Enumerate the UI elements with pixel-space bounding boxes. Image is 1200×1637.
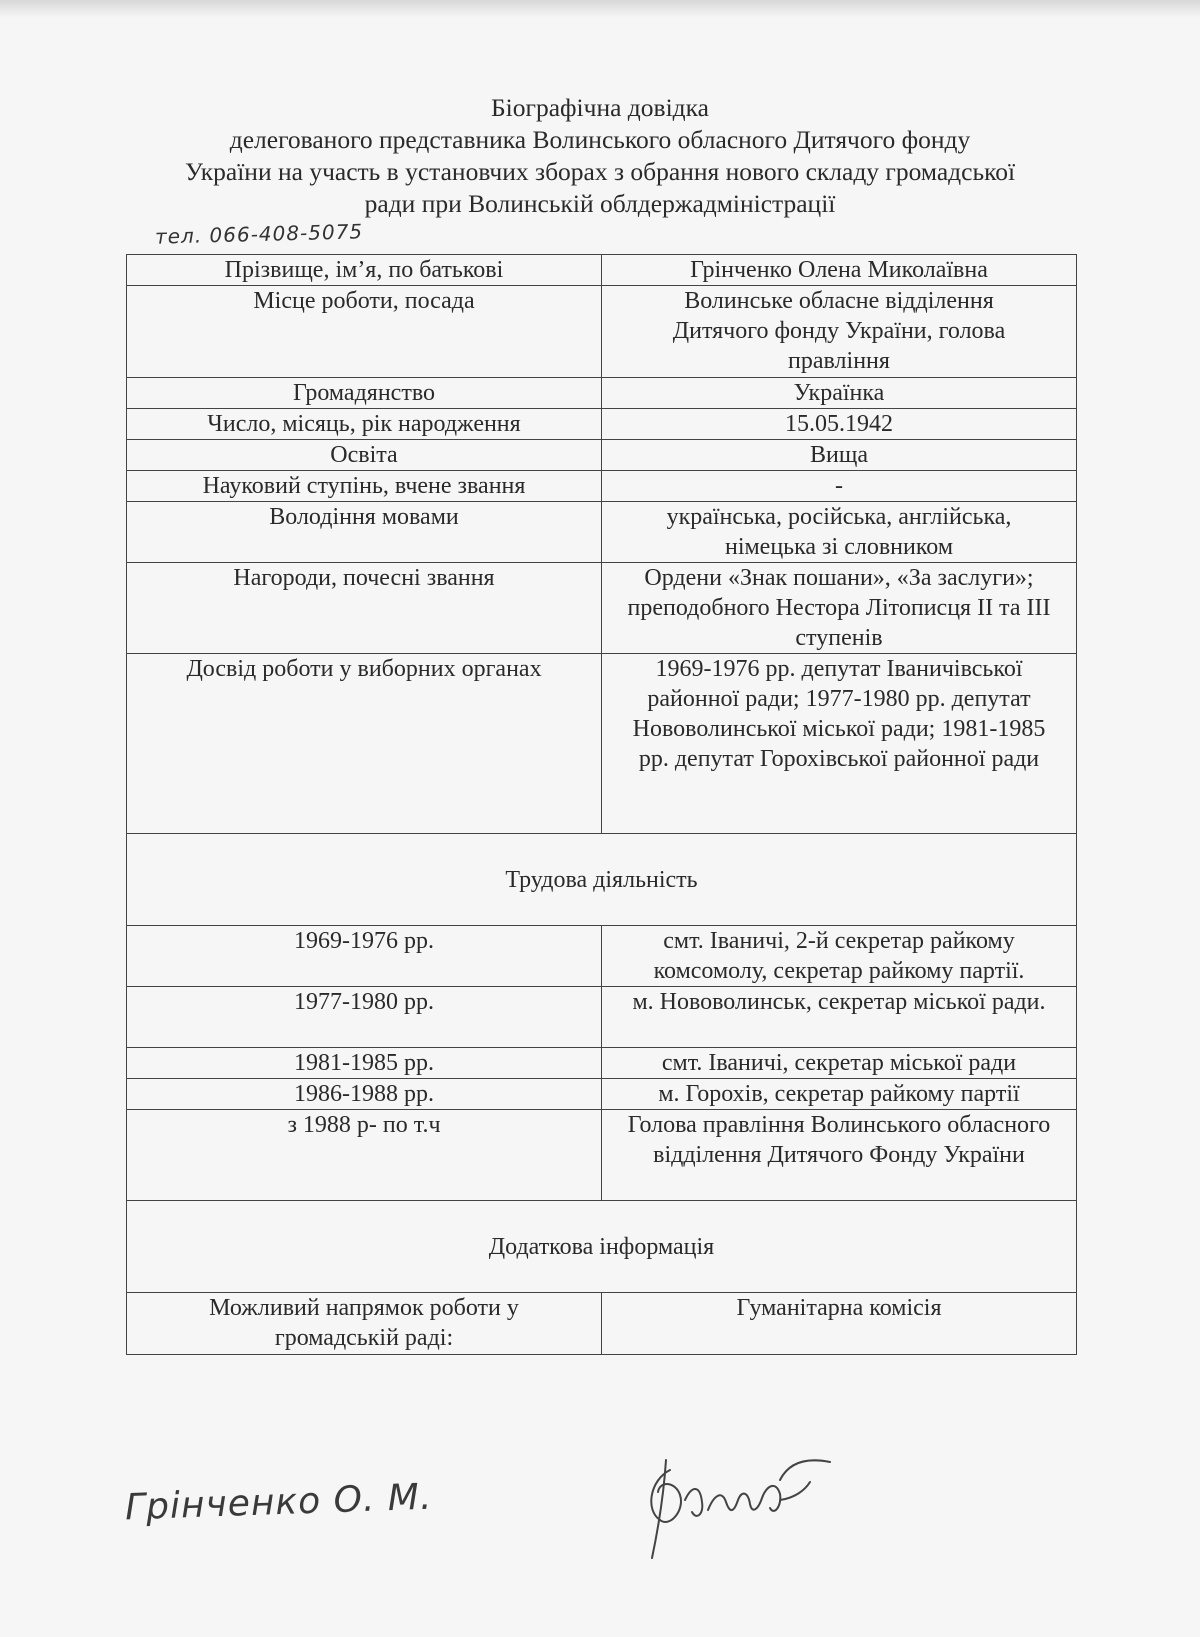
work-description: м. Горохів, секретар райкому партії: [602, 1079, 1077, 1110]
table-row: [127, 255, 1077, 286]
table-row: [127, 502, 1077, 563]
handwritten-signature-name: Грінченко О. М.: [124, 1476, 433, 1529]
section-row-work-history: [127, 834, 1077, 926]
table-row: [127, 409, 1077, 440]
table-row: [127, 440, 1077, 471]
row-value-full-name: Грінченко Олена Миколаївна: [602, 255, 1077, 286]
table-row: [127, 378, 1077, 409]
row-label-workplace: Місце роботи, посада: [127, 286, 602, 378]
title-line-1: Біографічна довідка: [491, 93, 709, 122]
row-label-council-direction: Можливий напрямок роботи у громадській раді:: [127, 1293, 602, 1355]
row-label-languages: Володіння мовами: [127, 502, 602, 563]
work-description: Голова правління Волинського обласного відділення Дитячого Фонду України: [602, 1110, 1077, 1201]
row-label-education: Освіта: [127, 440, 602, 471]
row-value-academic-degree: -: [602, 471, 1077, 502]
table-row: [127, 1048, 1077, 1079]
row-value-council-direction: Гуманітарна комісія: [602, 1293, 1077, 1355]
work-period: 1969-1976 рр.: [127, 926, 602, 987]
title-line-2: делегованого представника Волинського обласного Дитячого фонду: [229, 125, 971, 154]
table-row: [127, 471, 1077, 502]
section-row-additional-info: [127, 1201, 1077, 1293]
work-period: з 1988 р- по т.ч: [127, 1110, 602, 1201]
row-value-education: Вища: [602, 440, 1077, 471]
signature-mark: [630, 1440, 860, 1560]
section-title-work-history: Трудова діяльність: [127, 834, 1077, 926]
row-value-elected-experience: 1969-1976 рр. депутат Іваничівської районної ради; 1977-1980 рр. депутат Нововолинської міської ради; 1981-1985 рр. депутат Горохівської районної ради: [602, 654, 1077, 834]
table-row: [127, 654, 1077, 834]
work-period: 1977-1980 рр.: [127, 987, 602, 1048]
title-line-4: ради при Волинській облдержадміністрації: [364, 189, 836, 218]
handwritten-phone-note: тел. 066-408-5075: [154, 219, 364, 249]
work-description: м. Нововолинськ, секретар міської ради.: [602, 987, 1077, 1048]
table-row: [127, 563, 1077, 654]
scan-top-edge: [0, 0, 1200, 18]
biography-table: [126, 254, 1077, 1355]
row-label-academic-degree: Науковий ступінь, вчене звання: [127, 471, 602, 502]
work-description: смт. Іваничі, секретар міської ради: [602, 1048, 1077, 1079]
table-row: [127, 926, 1077, 987]
work-description: смт. Іваничі, 2-й секретар райкому комсомолу, секретар райкому партії.: [602, 926, 1077, 987]
row-value-awards: Ордени «Знак пошани», «За заслуги»; преподобного Нестора Літописця II та III ступенів: [602, 563, 1077, 654]
row-label-full-name: Прізвище, ім’я, по батькові: [127, 255, 602, 286]
document-title: [120, 92, 1080, 220]
row-label-citizenship: Громадянство: [127, 378, 602, 409]
row-value-workplace: Волинське обласне відділення Дитячого фонду України, голова правління: [602, 286, 1077, 378]
title-line-3: України на участь в установчих зборах з обрання нового складу громадської: [184, 157, 1016, 186]
row-label-awards: Нагороди, почесні звання: [127, 563, 602, 654]
work-period: 1986-1988 рр.: [127, 1079, 602, 1110]
row-value-birth-date: 15.05.1942: [602, 409, 1077, 440]
section-title-additional-info: Додаткова інформація: [127, 1201, 1077, 1293]
table-row: [127, 286, 1077, 378]
row-value-citizenship: Українка: [602, 378, 1077, 409]
work-period: 1981-1985 рр.: [127, 1048, 602, 1079]
row-label-birth-date: Число, місяць, рік народження: [127, 409, 602, 440]
row-value-languages: українська, російська, англійська, німецька зі словником: [602, 502, 1077, 563]
table-row: [127, 1110, 1077, 1201]
table-row: [127, 987, 1077, 1048]
table-row: [127, 1293, 1077, 1355]
table-row: [127, 1079, 1077, 1110]
row-label-elected-experience: Досвід роботи у виборних органах: [127, 654, 602, 834]
